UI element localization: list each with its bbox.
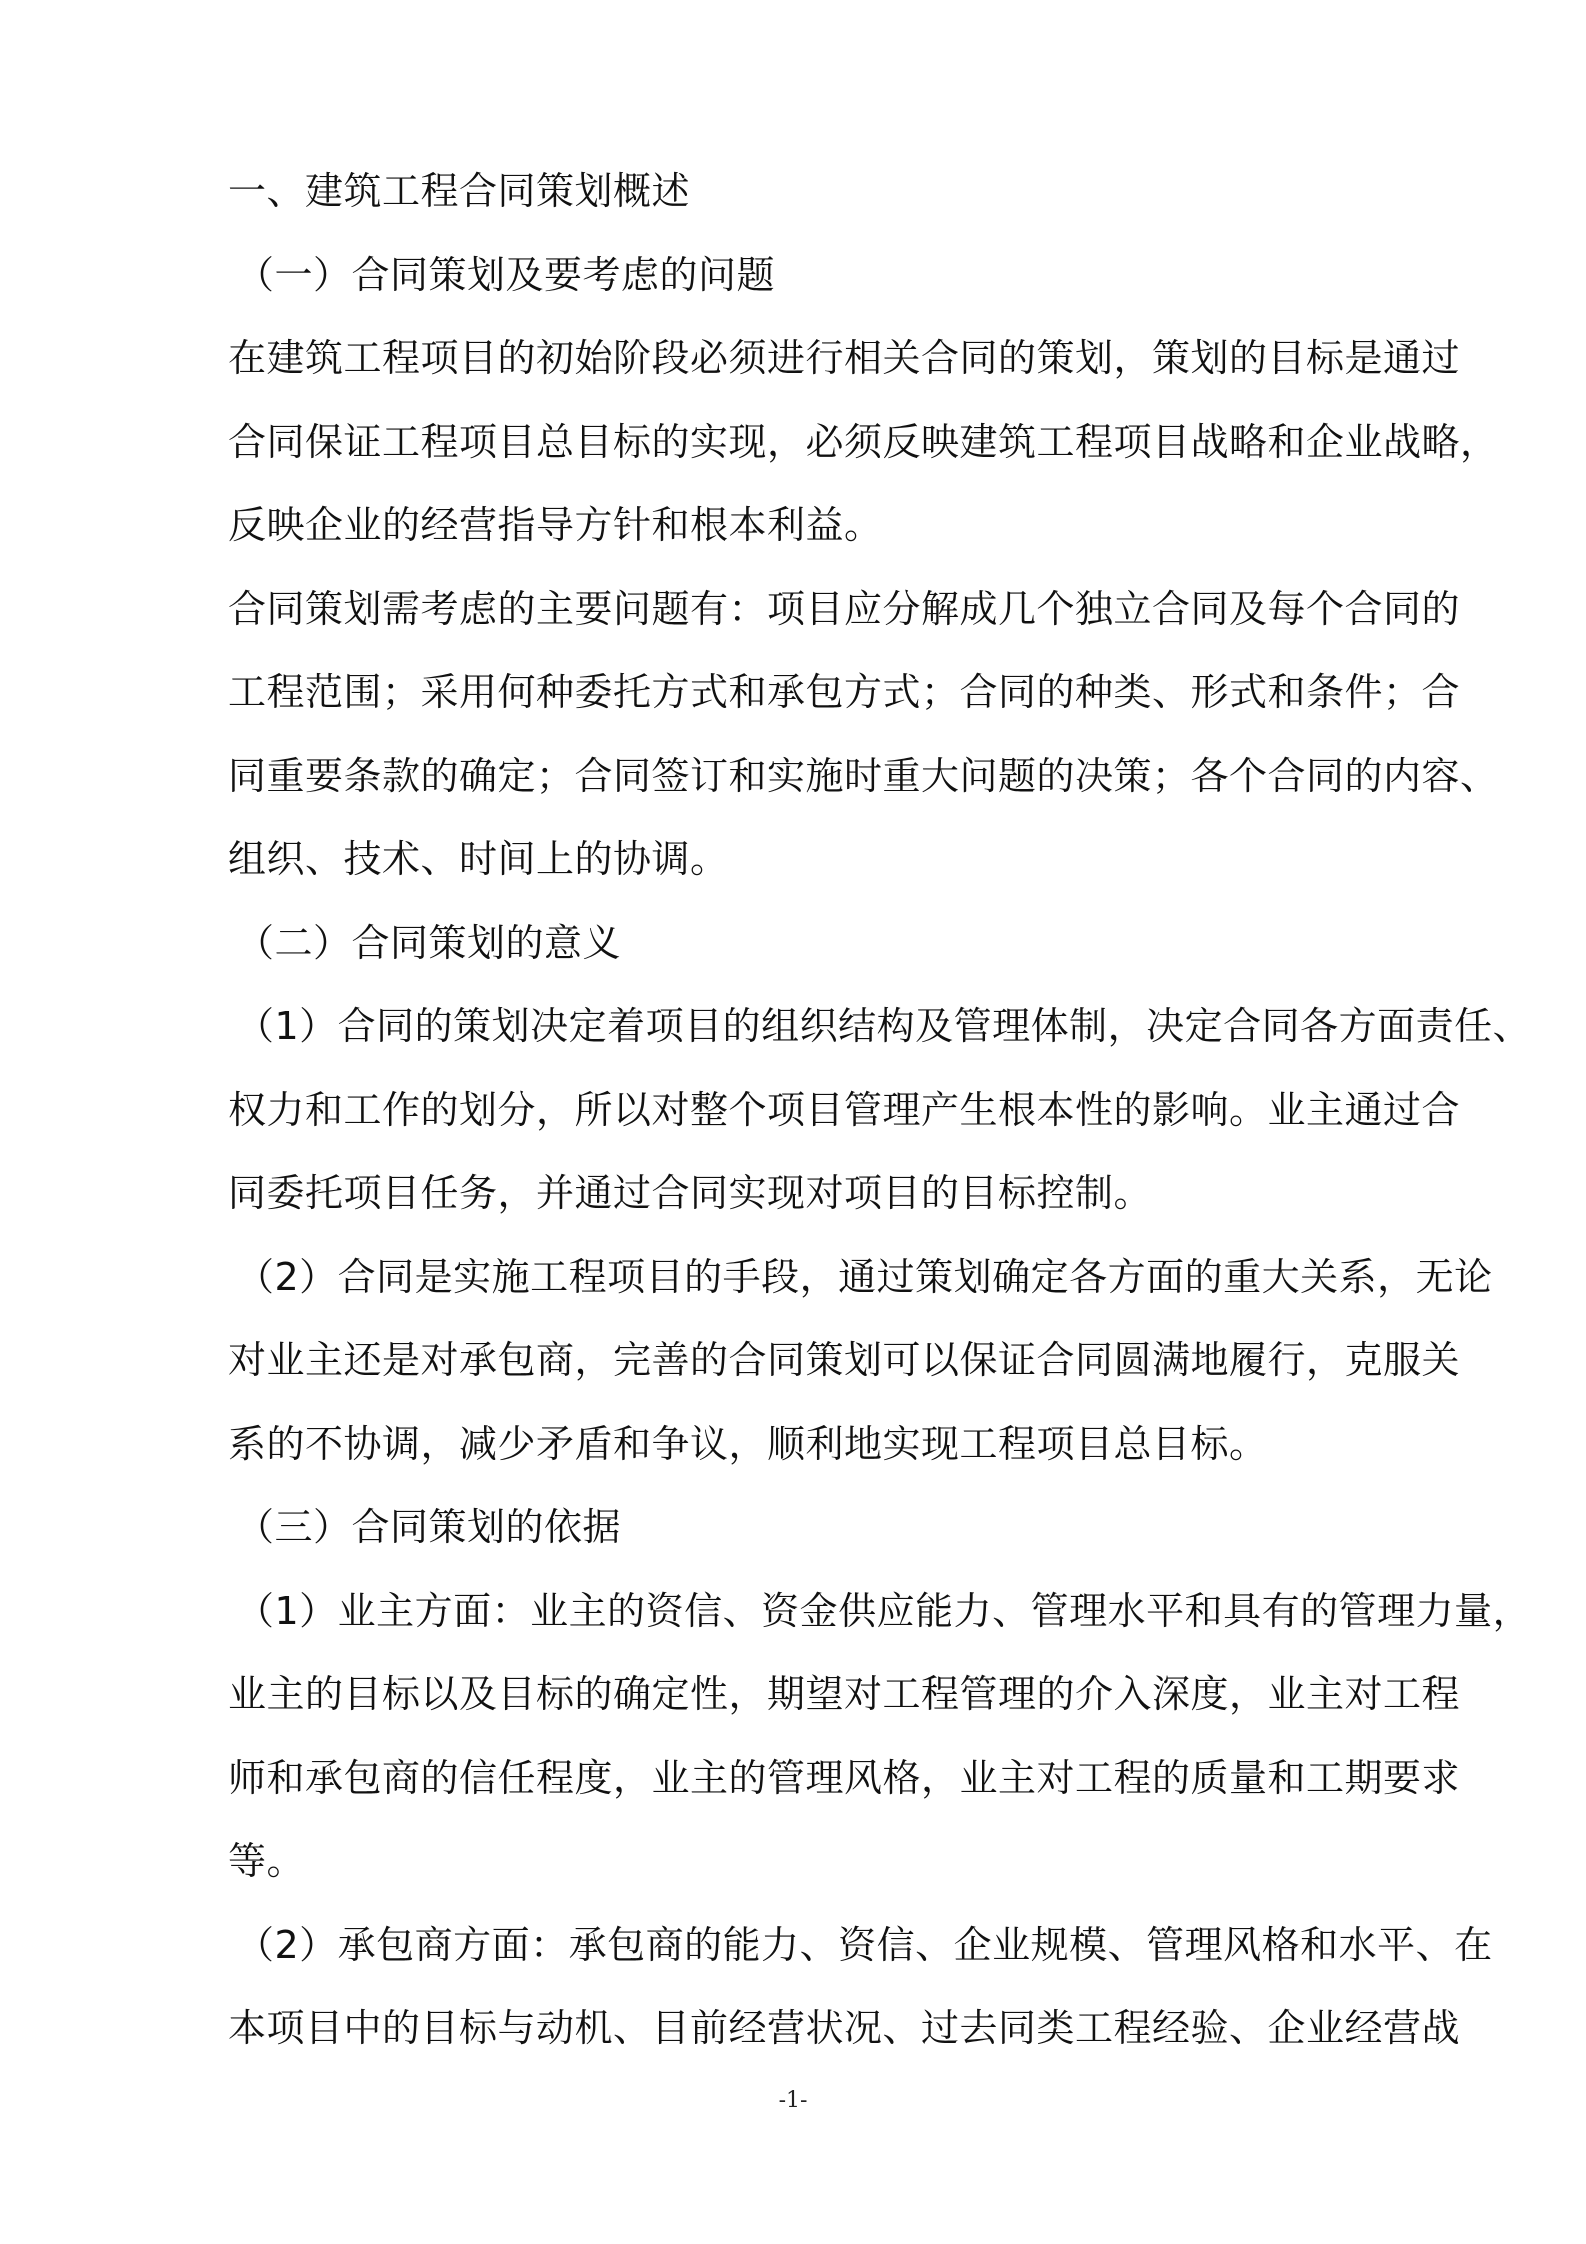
- text-line: 在建筑工程项目的初始阶段必须进行相关合同的策划，策划的目标是通过: [228, 336, 1461, 380]
- text-line: 业主的目标以及目标的确定性，期望对工程管理的介入深度，业主对工程: [228, 1672, 1461, 1716]
- section-heading: 一、建筑工程合同策划概述: [228, 169, 691, 213]
- subsection-heading: （一）合同策划及要考虑的问题: [236, 252, 776, 297]
- text-line: （1）合同的策划决定着项目的组织结构及管理体制，决定合同各方面责任、: [236, 1004, 1532, 1048]
- text-line: （2）承包商方面：承包商的能力、资信、企业规模、管理风格和水平、在: [236, 1922, 1493, 1967]
- text-line: 组织、技术、时间上的协调。: [228, 837, 729, 881]
- page-number: -1-: [778, 2088, 808, 2113]
- text-line: （1）业主方面：业主的资信、资金供应能力、管理水平和具有的管理力量，: [236, 1588, 1532, 1633]
- text-line: 工程范围；采用何种委托方式和承包方式；合同的种类、形式和条件；合: [228, 670, 1461, 714]
- text-line: 本项目中的目标与动机、目前经营状况、过去同类工程经验、企业经营战: [228, 2006, 1461, 2050]
- text-line: 合同策划需考虑的主要问题有：项目应分解成几个独立合同及每个合同的: [228, 586, 1461, 631]
- text-line: 合同保证工程项目总目标的实现，必须反映建筑工程项目战略和企业战略，: [228, 419, 1499, 464]
- text-line: 权力和工作的划分，所以对整个项目管理产生根本性的影响。业主通过合: [228, 1087, 1461, 1132]
- text-line: 师和承包商的信任程度，业主的管理风格，业主对工程的质量和工期要求: [228, 1755, 1461, 1800]
- text-line: 反映企业的经营指导方针和根本利益。: [228, 503, 883, 547]
- text-line: （2）合同是实施工程项目的手段，通过策划确定各方面的重大关系，无论: [236, 1254, 1493, 1299]
- body-text: [228, 150, 1532, 2071]
- text-line: 系的不协调，减少矛盾和争议，顺利地实现工程项目总目标。: [228, 1421, 1268, 1466]
- text-line: 等。: [228, 1839, 306, 1883]
- text-line: 对业主还是对承包商，完善的合同策划可以保证合同圆满地履行，克服关: [228, 1338, 1461, 1382]
- text-line: 同委托项目任务，并通过合同实现对项目的目标控制。: [228, 1171, 1153, 1215]
- text-line: 同重要条款的确定；合同签订和实施时重大问题的决策；各个合同的内容、: [228, 753, 1499, 798]
- subsection-heading: （二）合同策划的意义: [236, 920, 622, 965]
- subsection-heading: （三）合同策划的依据: [236, 1505, 622, 1549]
